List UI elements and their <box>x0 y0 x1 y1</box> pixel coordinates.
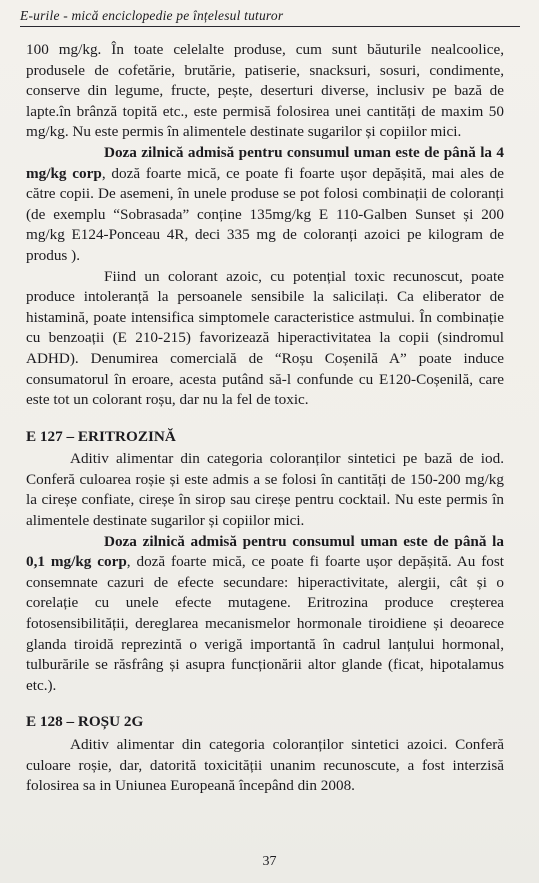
page-body <box>26 40 504 797</box>
paragraph-5-rest: , doză foarte mică, ce poate fi foarte ușor depășită. Au fost consemnate cazuri de efecte secundare: hiperactivitate, alergii, cât și o corelație cu unele efecte mutagene. Eritrozina produce creșterea fotosensibilității, dereglarea mecanismelor hormonale tiroidiene și deoarece glanda tiroidă reprezintă o verigă importantă în cadrul lanțului hormonal, tulburările se răsfrâng și asupra funcționării altor glande (ficat, hipotalamus etc.). <box>26 553 505 694</box>
paragraph-5 <box>26 532 504 697</box>
daily-dose-e127-bold: Doza zilnică admisă pentru consumul uman este de până la 0,1 mg/kg corp <box>26 532 504 571</box>
paragraph-6: Aditiv alimentar din categoria coloranților sintetici azoici. Conferă culoare roșie, dar, datorită toxicității unanim recunoscute, a fost interzisă folosirea sa in Uniunea Europeană începând din 2008. <box>26 736 504 795</box>
paragraph-3: Fiind un colorant azoic, cu potențial toxic recunoscut, poate produce intoleranță la persoanele sensibile la salicilați. Ca eliberator de histamină, poate intensifica simptomele caracteristice astmului. În combinație cu benzoații (E 210-215) favorizează hiperactivitatea la copii (sindromul ADHD). Denumirea comercială de “Roșu Coșenilă A” poate induce consumatorul în eroare, acesta putând să-l confunde cu E120-Coșenilă, care este tot un colorant roșu, dar nu la fel de toxic. <box>26 267 504 409</box>
paragraph-1: 100 mg/kg. În toate celelalte produse, cum sunt băuturile nealcoolice, produsele de cofetărie, brutărie, patiserie, snacksuri, sosuri, condimente, conserve din legume, fructe, pește, deserturi diverse, inclusiv pe bază de lapte.în brânză topită etc., este permisă folosirea unei cantități de maxim 50 mg/kg. Nu este permis în alimentele destinate sugarilor și copiilor mici. <box>26 41 504 141</box>
paragraph-4: Aditiv alimentar din categoria coloranților sintetici pe bază de iod. Conferă culoarea roșie și este admis a se folosi în cantități de 150-200 mg/kg la cireșe confiate, cireșe în sirop sau cireșe pentru cocktail. Nu este permis în alimentele destinate sugarilor și copiilor mici. <box>26 450 504 530</box>
paragraph-2 <box>26 143 504 267</box>
section-heading-e128: E 128 – ROȘU 2G <box>26 713 144 731</box>
spacer <box>26 696 504 702</box>
section-heading-e127: E 127 – ERITROZINĂ <box>26 427 176 445</box>
page-number: 37 <box>262 854 277 869</box>
paragraph-2-rest: , doză foarte mică, ce poate fi foarte ușor depășită, mai ales de către copii. De asemeni, în unele produse se pot folosi combinații de coloranți (de exemplu “Sobrasada” conține 135mg/kg E 110-Galben Sunset și 200 mg/kg E124-Ponceau 4R, deci 335 mg de coloranți azoici pe kilogram de produs ). <box>26 164 504 264</box>
daily-dose-e124-bold: Doza zilnică admisă pentru consumul uman este de până la 4 mg/kg corp <box>26 143 504 182</box>
spacer <box>26 411 504 417</box>
running-header: E-urile - mică enciclopedie pe înțelesul tuturor <box>20 8 520 27</box>
